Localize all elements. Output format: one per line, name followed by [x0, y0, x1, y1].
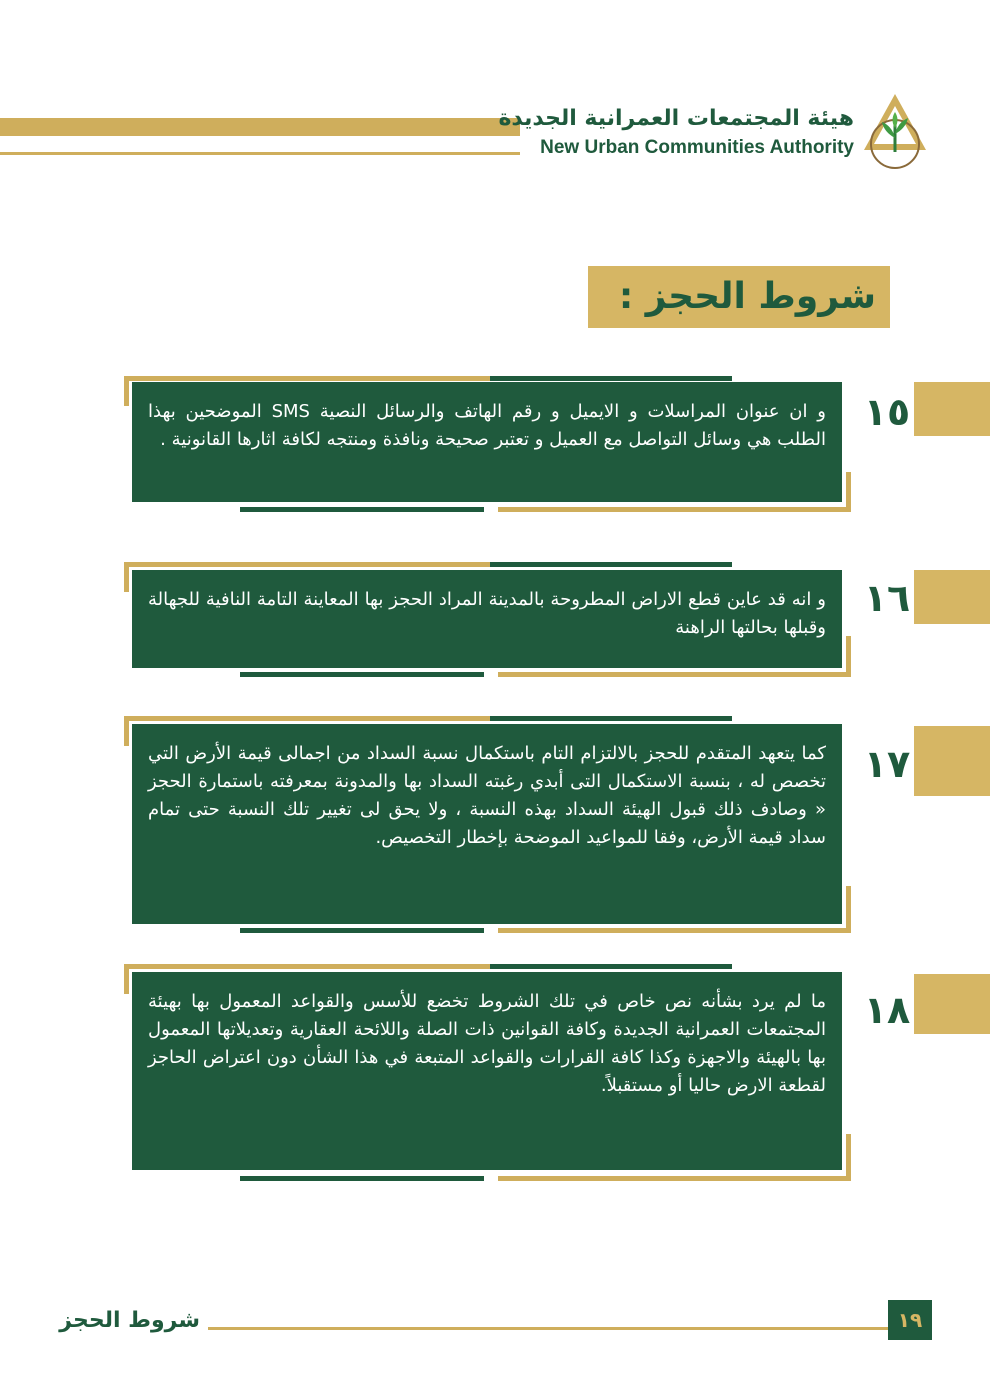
gold-tab [914, 726, 990, 796]
gold-tab [914, 382, 990, 436]
frame-left [124, 562, 129, 592]
footer-line [208, 1327, 890, 1330]
item-number: ١٦ [863, 576, 911, 620]
frame-green-bottom [240, 1176, 484, 1181]
frame-right [846, 636, 851, 676]
org-title-english: New Urban Communities Authority [540, 137, 854, 158]
frame-left [124, 716, 129, 746]
condition-item-17 [124, 716, 990, 934]
frame-green-bottom [240, 928, 484, 933]
condition-text: و انه قد عاين قطع الاراض المطروحة بالمدينة المراد الحجز بها المعاينة التامة النافية للجهالة وقبلها بحالتها الراهنة [148, 589, 826, 638]
page-number: ١٩ [888, 1300, 932, 1340]
item-number: ١٨ [863, 988, 911, 1032]
gold-tab [914, 570, 990, 624]
condition-item-16 [124, 562, 990, 678]
section-title: شروط الحجز : [588, 266, 890, 328]
condition-text: و ان عنوان المراسلات و الايميل و رقم الهاتف والرسائل النصية SMS الموضحين بهذا الطلب هي وسائل التواصل مع العميل و تعتبر صحيحة ونافذة ومنتجه لكافة اثارها القانونية . [148, 401, 827, 450]
frame-bottom [498, 928, 851, 933]
condition-text: كما يتعهد المتقدم للحجز بالالتزام التام باستكمال نسبة السداد من اجمالى قيمة الأرض التي تخصص له ، بنسبة الاستكمال التى أبدي رغبته السداد بها والمدونة بمعرفته باستمارة الحجز « وصادف ذلك قبول الهيئة السداد بهذه النسبة ، ولا يحق لى تغيير تلك النسبة حتى تمام سداد قيمة الأرض، وفقا للمواعيد الموضحة بإخطار التخصيص. [148, 743, 826, 848]
condition-text-box [132, 724, 842, 924]
org-title-arabic: هيئة المجتمعات العمرانية الجديدة [498, 106, 854, 131]
frame-bottom [498, 672, 851, 677]
condition-item-18 [124, 964, 990, 1182]
frame-green-bottom [240, 507, 484, 512]
frame-green-bottom [240, 672, 484, 677]
frame-green-top [490, 716, 732, 721]
condition-text-box [132, 382, 842, 502]
condition-text-box [132, 570, 842, 668]
frame-green-top [490, 562, 732, 567]
nuca-logo [860, 92, 930, 172]
item-number: ١٧ [863, 742, 911, 786]
gold-tab [914, 974, 990, 1034]
frame-left [124, 964, 129, 994]
frame-green-top [490, 964, 732, 969]
item-number: ١٥ [863, 390, 911, 434]
footer-section-title: شروط الحجز [59, 1308, 200, 1333]
frame-green-top [490, 376, 732, 381]
header-gold-bar [0, 118, 520, 136]
condition-text-box [132, 972, 842, 1170]
frame-left [124, 376, 129, 406]
frame-right [846, 1134, 851, 1180]
condition-item-15 [124, 376, 990, 512]
condition-text: ما لم يرد بشأنه نص خاص في تلك الشروط تخضع للأسس والقواعد المعمول بها بهيئة المجتمعات العمرانية الجديدة وكافة القوانين ذات الصلة واللائحة العقارية وتعديلاتها المعمول بها بالهيئة والاجهزة وكذا كافة القرارات والقواعد المتبعة في هذا الشأن دون اعتراض الحاجز لقطعة الارض حاليا أو مستقبلاً. [148, 991, 826, 1096]
frame-bottom [498, 1176, 851, 1181]
frame-right [846, 472, 851, 510]
frame-right [846, 886, 851, 932]
header-gold-line [0, 152, 520, 155]
frame-bottom [498, 507, 851, 512]
